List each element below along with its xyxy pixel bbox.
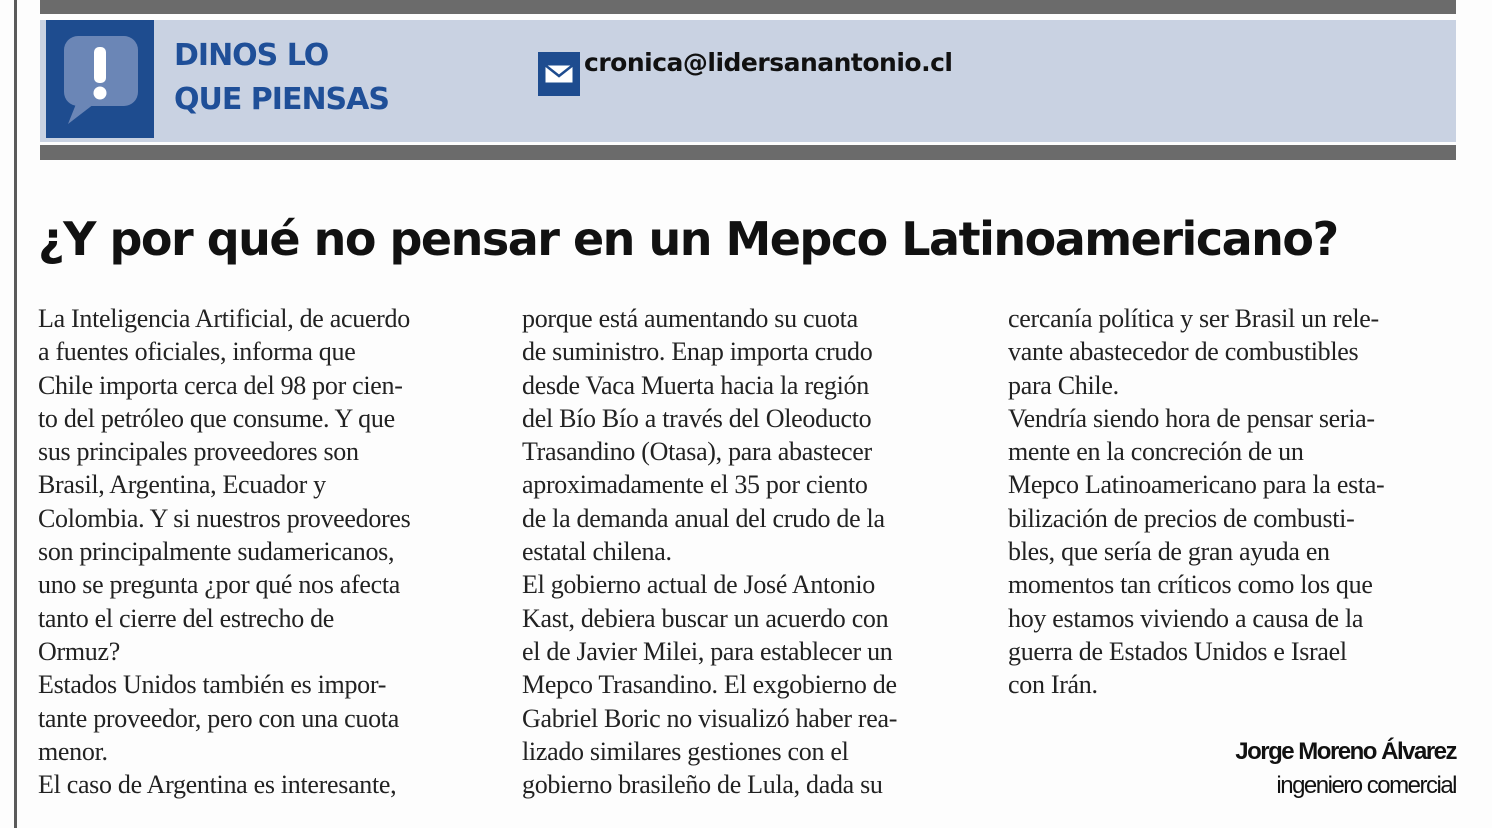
text-line: estatal chilena.: [522, 537, 672, 567]
text-line: bilización de precios de combusti-: [1008, 503, 1355, 533]
text-line: vante abastecedor de combustibles: [1008, 337, 1359, 367]
text-line: del Bío Bío a través del Oleoducto: [522, 403, 872, 433]
page-margin-rule: [14, 0, 17, 828]
text-line: El caso de Argentina es interesante,: [38, 770, 397, 800]
speech-bubble-exclamation-icon: [46, 20, 154, 138]
text-line: El gobierno actual de José Antonio: [522, 570, 876, 600]
text-line: para Chile.: [1008, 370, 1119, 400]
section-title: [174, 34, 389, 122]
text-line: aproximadamente el 35 por ciento: [522, 470, 868, 500]
text-line: to del petróleo que consume. Y que: [38, 403, 395, 433]
text-line: Kast, debiera buscar un acuerdo con: [522, 603, 889, 633]
text-line: momentos tan críticos como los que: [1008, 570, 1373, 600]
text-line: Mepco Latinoamericano para la esta-: [1008, 470, 1385, 500]
text-line: el de Javier Milei, para establecer un: [522, 636, 893, 666]
contact-email[interactable]: cronica@lidersanantonio.cl: [584, 48, 953, 77]
text-line: Trasandino (Otasa), para abastecer: [522, 437, 872, 467]
article-column-1: [38, 302, 488, 801]
author-signature: [1235, 735, 1456, 803]
text-line: tante proveedor, pero con una cuota: [38, 703, 399, 733]
text-line: de la demanda anual del crudo de la: [522, 503, 885, 533]
text-line: sus principales proveedores son: [38, 437, 359, 467]
text-line: tanto el cierre del estrecho de: [38, 603, 335, 633]
article-column-2: [522, 302, 982, 801]
article-headline: ¿Y por qué no pensar en un Mepco Latinoamericano?: [38, 212, 1338, 266]
text-line: de suministro. Enap importa crudo: [522, 337, 873, 367]
text-line: cercanía política y ser Brasil un rele-: [1008, 304, 1379, 333]
section-title-line-2: QUE PIENSAS: [174, 82, 389, 117]
text-line: Vendría siendo hora de pensar seria-: [1008, 403, 1375, 433]
text-line: Ormuz?: [38, 636, 120, 666]
text-line: desde Vaca Muerta hacia la región: [522, 370, 869, 400]
text-line: son principalmente sudamericanos,: [38, 537, 395, 567]
author-role: ingeniero comercial: [1276, 772, 1456, 799]
section-title-line-1: DINOS LO: [174, 38, 329, 73]
header-bottom-rule: [40, 145, 1456, 160]
text-line: Mepco Trasandino. El exgobierno de: [522, 670, 897, 700]
text-line: lizado similares gestiones con el: [522, 736, 849, 766]
text-line: Chile importa cerca del 98 por cien-: [38, 370, 403, 400]
header-top-rule: [40, 0, 1456, 14]
text-line: La Inteligencia Artificial, de acuerdo: [38, 304, 410, 333]
author-name: Jorge Moreno Álvarez: [1235, 738, 1456, 765]
text-line: Estados Unidos también es impor-: [38, 670, 387, 700]
text-line: mente en la concreción de un: [1008, 437, 1304, 467]
text-line: uno se pregunta ¿por qué nos afecta: [38, 570, 401, 600]
text-line: guerra de Estados Unidos e Israel: [1008, 636, 1347, 666]
text-line: menor.: [38, 736, 108, 766]
text-line: porque está aumentando su cuota: [522, 304, 858, 333]
text-line: con Irán.: [1008, 670, 1098, 700]
text-line: bles, que sería de gran ayuda en: [1008, 537, 1330, 567]
text-line: Colombia. Y si nuestros proveedores: [38, 503, 411, 533]
envelope-icon: [538, 52, 580, 96]
text-line: gobierno brasileño de Lula, dada su: [522, 770, 883, 800]
text-line: Gabriel Boric no visualizó haber rea-: [522, 703, 898, 733]
text-line: a fuentes oficiales, informa que: [38, 337, 356, 367]
text-line: Brasil, Argentina, Ecuador y: [38, 470, 326, 500]
text-line: hoy estamos viviendo a causa de la: [1008, 603, 1364, 633]
article-column-3: [1008, 302, 1458, 702]
